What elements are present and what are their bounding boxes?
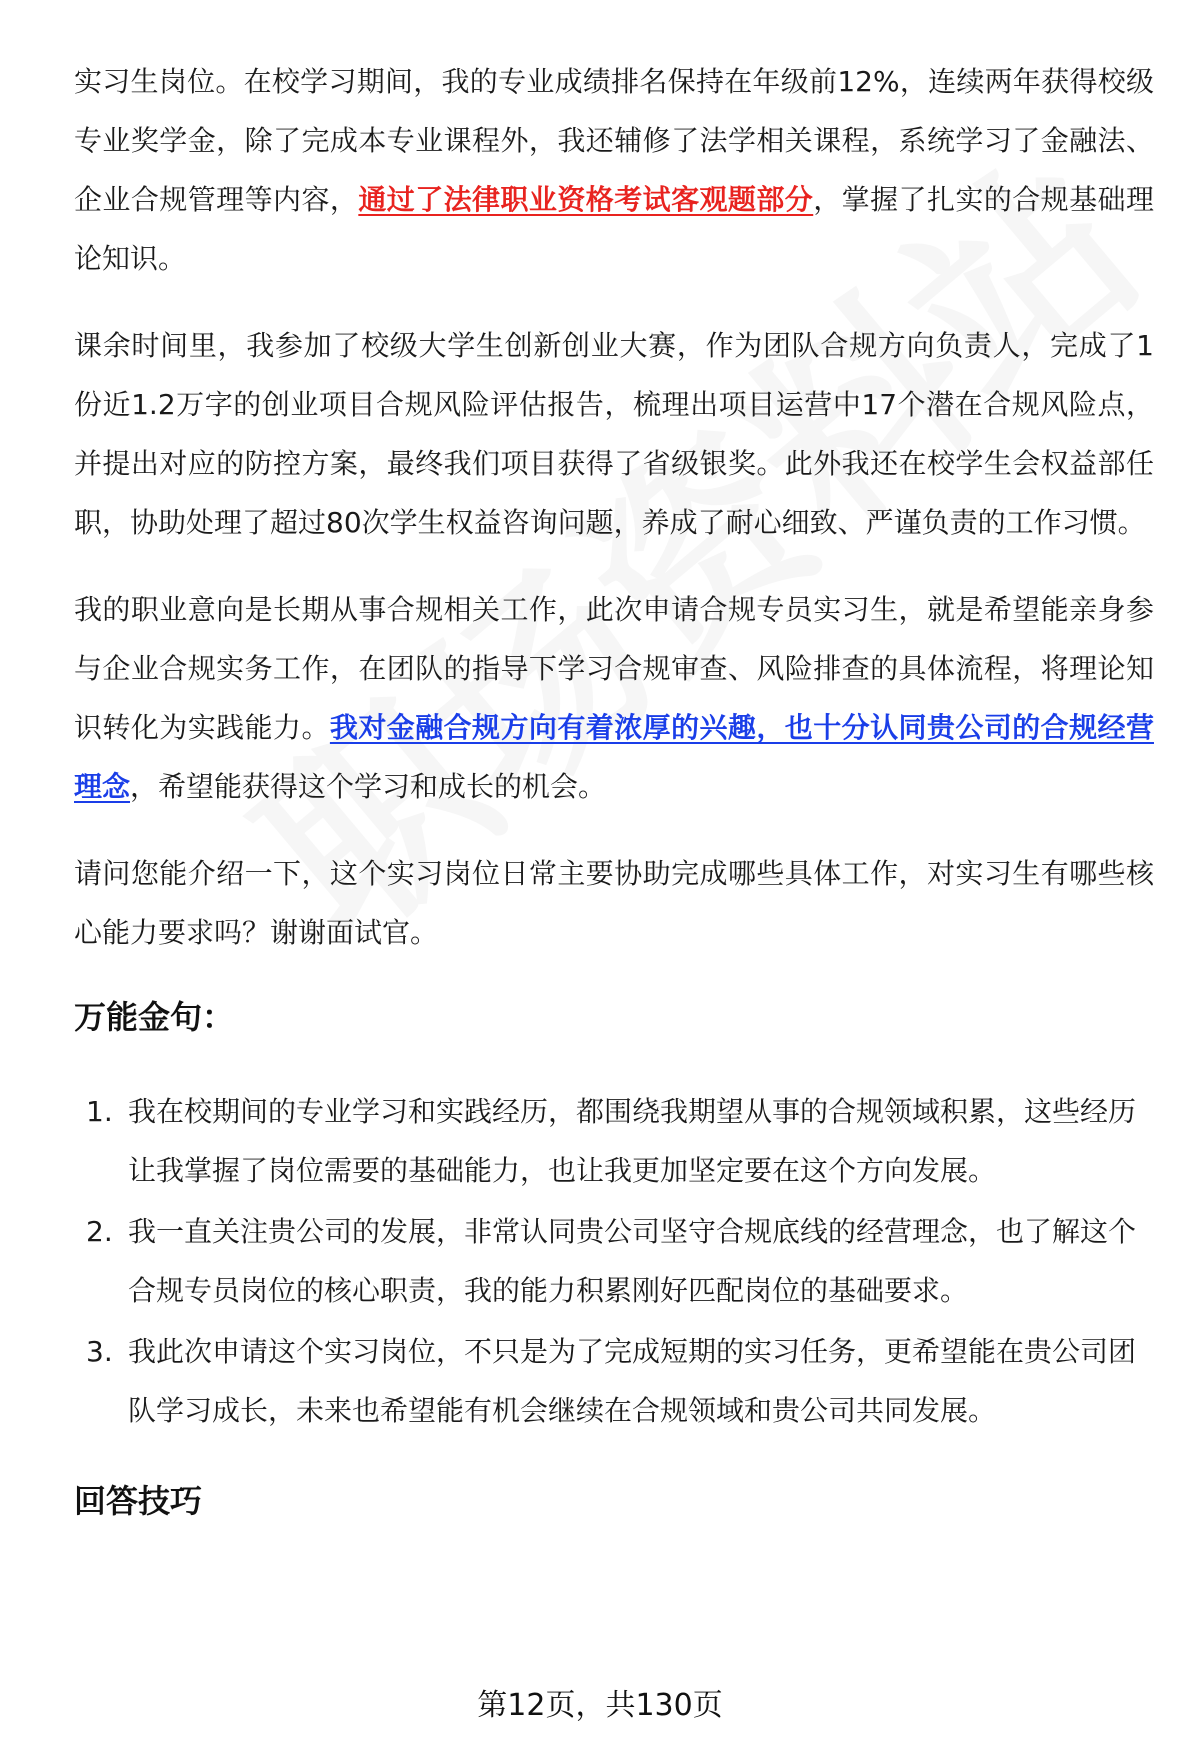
paragraph-education	[74, 52, 1154, 288]
list-item	[74, 1202, 1154, 1320]
list-item	[74, 1082, 1154, 1200]
paragraph-activities: 课余时间里，我参加了校级大学生创新创业大赛，作为团队合规方向负责人，完成了1份近1.2万字的创业项目合规风险评估报告，梳理出项目运营中17个潜在合规风险点，并提出对应的防控方案，最终我们项目获得了省级银奖。此外我还在校学生会权益部任职，协助处理了超过80次学生权益咨询问题，养成了耐心细致、严谨负责的工作习惯。	[74, 329, 1154, 539]
section-heading-answer-tips: 回答技巧	[74, 1482, 203, 1520]
paragraph-text: 实习生岗位。在校学习期间，我的专业成绩排名保持在年级前12%，连续两年获得校级专业奖学金，除了完成本专业课程外，我还辅修了法学相关课程，系统学习了金融法、企业合规管理等内容，	[74, 65, 1154, 216]
highlight-blue-text: 我对金融合规方向有着浓厚的兴趣，也十分认同贵公司的合规经营理念	[74, 711, 1154, 803]
document-page	[74, 52, 1154, 1526]
paragraph-text: ，希望能获得这个学习和成长的机会。	[130, 770, 607, 803]
list-number: 3.	[86, 1335, 113, 1368]
paragraph-question: 请问您能介绍一下，这个实习岗位日常主要协助完成哪些具体工作，对实习生有哪些核心能力要求吗？谢谢面试官。	[74, 857, 1154, 949]
paragraph-text: ，掌握了扎实的合规基础理论知识。	[74, 183, 1154, 275]
highlight-red-text: 通过了法律职业资格考试客观题部分	[358, 183, 814, 216]
page-number-footer: 第12页，共130页	[477, 1688, 723, 1723]
paragraph-career-intent	[74, 580, 1154, 816]
list-item	[74, 1322, 1154, 1440]
list-item-text: 我在校期间的专业学习和实践经历，都围绕我期望从事的合规领域积累，这些经历让我掌握了岗位需要的基础能力，也让我更加坚定要在这个方向发展。	[128, 1095, 1137, 1187]
list-item-text: 我此次申请这个实习岗位，不只是为了完成短期的实习任务，更希望能在贵公司团队学习成长，未来也希望能有机会继续在合规领域和贵公司共同发展。	[128, 1335, 1137, 1427]
list-number: 1.	[86, 1095, 113, 1128]
list-number: 2.	[86, 1215, 113, 1248]
section-heading-golden-sentences: 万能金句：	[74, 998, 235, 1036]
paragraph-text: 我的职业意向是长期从事合规相关工作，此次申请合规专员实习生，就是希望能亲身参与企业合规实务工作，在团队的指导下学习合规审查、风险排查的具体流程，将理论知识转化为实践能力。	[74, 593, 1154, 744]
list-item-text: 我一直关注贵公司的发展，非常认同贵公司坚守合规底线的经营理念，也了解这个合规专员岗位的核心职责，我的能力积累刚好匹配岗位的基础要求。	[128, 1215, 1137, 1307]
golden-sentences-list	[74, 1082, 1154, 1440]
